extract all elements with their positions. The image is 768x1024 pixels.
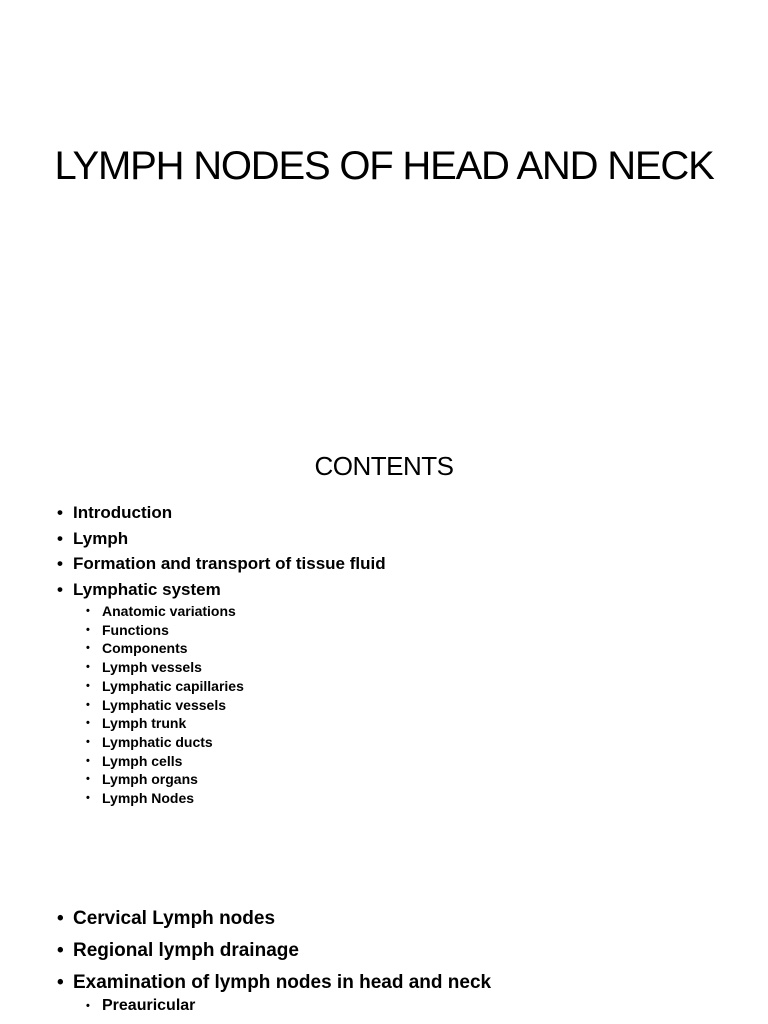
list-item-label: Cervical Lymph nodes (73, 908, 276, 929)
sub-list-item (86, 696, 386, 715)
sub-list-item (86, 602, 386, 621)
sub-list-item (86, 621, 386, 640)
sub-list-item (86, 733, 386, 752)
sub-list-item (86, 658, 386, 677)
contents-continued-slide (0, 880, 768, 1024)
sub-list-item-label: Anatomic variations (102, 603, 236, 619)
contents-slide (0, 430, 768, 830)
bullet-icon: • (57, 528, 63, 548)
list-item (57, 500, 386, 526)
bullet-icon: • (57, 503, 63, 522)
sub-list-item (86, 752, 386, 771)
bullet-icon: • (86, 1000, 90, 1012)
sub-list-item (86, 995, 491, 1017)
bullet-icon: • (57, 554, 63, 573)
contents-heading: CONTENTS (314, 451, 454, 481)
bullet-icon: • (57, 972, 64, 993)
bullet-icon: • (57, 940, 64, 961)
sub-list-item (86, 789, 386, 808)
list-item-label: Introduction (73, 503, 173, 522)
sub-list (86, 995, 491, 1017)
list-item (57, 967, 491, 1017)
sub-list-item (86, 714, 386, 733)
bullet-icon: • (86, 698, 90, 711)
list-item (57, 577, 386, 808)
sub-list-item-label: Lymph vessels (102, 659, 202, 676)
list-item-label: Lymph (73, 528, 129, 548)
sub-list-item-label: Lymph cells (102, 752, 183, 769)
list-item (57, 903, 491, 935)
sub-list-item-label: Lymphatic vessels (102, 696, 226, 713)
bullet-icon: • (86, 605, 90, 617)
list-item-label: Regional lymph drainage (73, 940, 299, 961)
bullet-icon: • (86, 623, 90, 636)
bullet-icon: • (86, 754, 90, 767)
sub-list-item-label: Components (102, 640, 188, 657)
bullet-icon: • (86, 642, 90, 655)
list-item (57, 526, 386, 552)
sub-list-item-label: Lymphatic capillaries (102, 677, 244, 694)
list-item-label: Lymphatic system (73, 579, 221, 599)
list-item-label: Examination of lymph nodes in head and neck (73, 972, 492, 993)
bullet-icon: • (86, 679, 90, 692)
bullet-icon: • (86, 735, 90, 748)
sub-list-item-label: Lymphatic ducts (102, 733, 213, 750)
sub-list-item (86, 770, 386, 789)
sub-list-item (86, 639, 386, 658)
presentation-title: LYMPH NODES OF HEAD AND NECK (54, 144, 714, 188)
sub-list-item-label: Lymph Nodes (102, 790, 195, 807)
list-item-label: Formation and transport of tissue fluid (73, 554, 386, 573)
sub-list-item-label: Lymph organs (102, 771, 198, 788)
bullet-icon: • (86, 792, 90, 805)
list-item (57, 935, 491, 967)
sub-list-item-label: Lymph trunk (102, 715, 187, 732)
bullet-icon: • (86, 717, 90, 730)
title-slide (0, 0, 768, 300)
list-item (57, 551, 386, 577)
sub-list-item-label: Preauricular (102, 997, 196, 1014)
bullet-icon: • (57, 908, 64, 929)
contents-list (57, 903, 491, 1017)
sub-list (86, 602, 386, 808)
contents-list (57, 500, 386, 808)
sub-list-item-label: Functions (102, 621, 169, 638)
bullet-icon: • (86, 661, 90, 674)
bullet-icon: • (57, 579, 63, 599)
bullet-icon: • (86, 773, 90, 786)
sub-list-item (86, 677, 386, 696)
